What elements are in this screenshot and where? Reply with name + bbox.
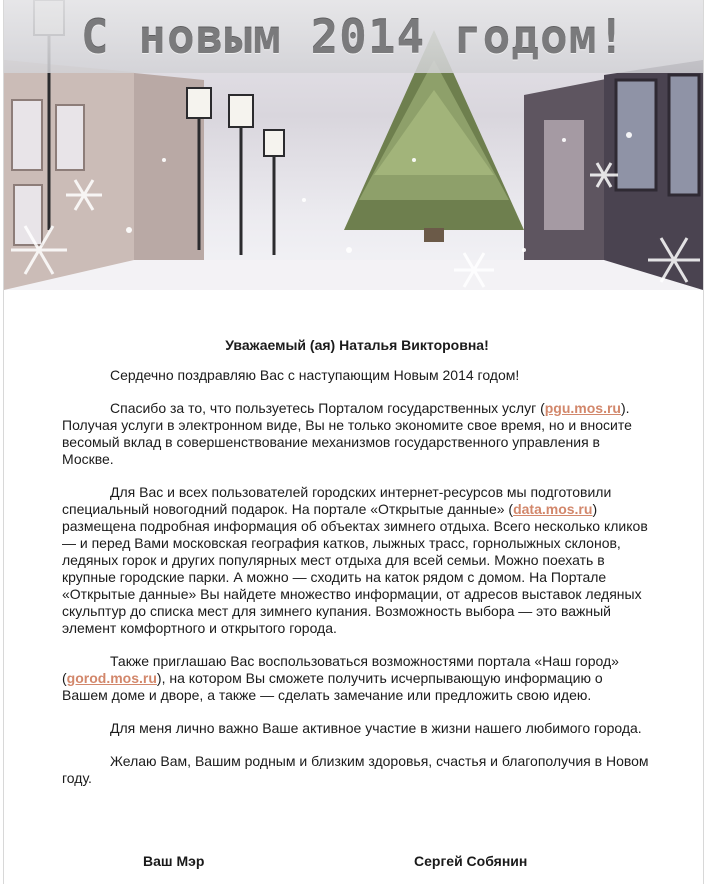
paragraph-wishes: Желаю Вам, Вашим родным и близким здоровья, счастья и благополучия в Новом году. — [62, 753, 649, 786]
new-year-banner — [4, 0, 703, 290]
paragraph-open-data-text-start: Для Вас и всех пользователей городских интернет-ресурсов мы подготовили специальный новогодний подарок. На портале «Открытые данные» ( — [62, 484, 612, 517]
paragraph-open-data — [62, 484, 652, 637]
paragraph-pgu — [62, 400, 652, 468]
letter-body — [62, 337, 652, 803]
signature-name: Сергей Собянин — [414, 853, 528, 869]
data-mos-link[interactable]: data.mos.ru — [513, 501, 593, 517]
paragraph-pgu-text-start: Спасибо за то, что пользуетесь Порталом государственных услуг ( — [110, 400, 545, 416]
banner-title: С новым 2014 годом! — [80, 9, 627, 64]
paragraph-pgu-text-end: ). Получая услуги в электронном виде, Вы не только экономите свое время, но и вносите весомый вклад в совершенствование механизмов государственного управления в Москве. — [62, 400, 632, 467]
paragraph-congratulation: Сердечно поздравляю Вас с наступающим Новым 2014 годом! — [110, 367, 520, 383]
banner-title-strip — [4, 0, 703, 73]
gorod-mos-link[interactable]: gorod.mos.ru — [66, 670, 157, 686]
pgu-link[interactable]: pgu.mos.ru — [544, 400, 621, 416]
email-page — [3, 0, 704, 884]
paragraph-our-city — [62, 653, 652, 704]
signature — [4, 853, 703, 873]
signature-title: Ваш Мэр — [143, 853, 205, 869]
paragraph-participation: Для меня лично важно Ваше активное участие в жизни нашего любимого города. — [110, 720, 642, 736]
greeting: Уважаемый (ая) Наталья Викторовна! — [225, 337, 489, 353]
paragraph-our-city-text-end: ), на котором Вы сможете получить исчерпывающую информацию о Вашем доме и дворе, а также — сделать замечание или предложить свою идею. — [62, 670, 603, 703]
paragraph-open-data-text-end: ) размещена подробная информация об объектах зимнего отдыха. Всего несколько кликов — и перед Вами московская география катков, лыжных трасс, горнолыжных склонов, ледяных горок и других популярных мест отдыха для всей семьи. Можно поехать в крупные городские парки. А можно — сходить на каток рядом с домом. На Портале «Открытые данные» Вы найдете множество информации, от адресов выставок ледяных скульптур до списка мест для зимнего купания. Возможность выбора — это важный элемент комфортного и открытого города. — [62, 501, 648, 636]
paragraph-our-city-text-start: Также приглашаю Вас воспользоваться возможностями портала «Наш город» ( — [62, 653, 619, 686]
